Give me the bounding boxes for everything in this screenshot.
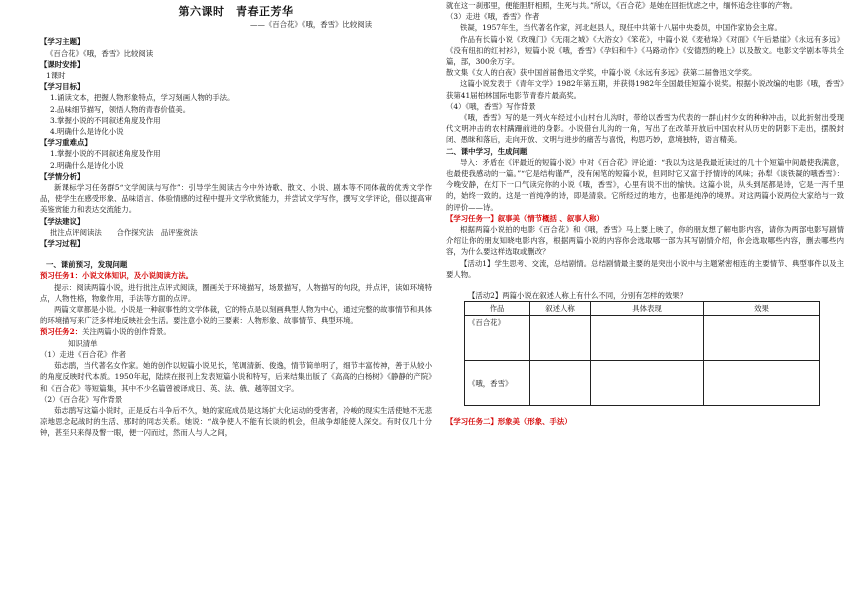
goal-item: 3.掌握小说的不同叙述角度及作用 bbox=[50, 115, 161, 125]
learning-task-2-heading: 【学习任务二】形象美（形象、手法） bbox=[446, 417, 572, 427]
narration-table bbox=[464, 301, 820, 406]
table-header: 具体表现 bbox=[591, 302, 704, 316]
left-column bbox=[40, 0, 432, 439]
table-header: 效果 bbox=[704, 302, 820, 316]
key-points-heading: 【学习重难点】 bbox=[40, 138, 92, 148]
goal-item: 4.明确什么是诗化小说 bbox=[50, 127, 124, 137]
learning-task-1-heading: 【学习任务一】叙事美（情节概括 、叙事人称） bbox=[446, 213, 604, 223]
table-row bbox=[465, 316, 820, 361]
awards-text-1: 散文集《女人的白夜》获中国首届鲁迅文学奖，中篇小说《永远有多远》获第二届鲁迅文学奖。 bbox=[446, 68, 757, 78]
background2-heading: （4）《哦，香雪》写作背景 bbox=[446, 101, 536, 111]
lesson-title: 第六课时 青春正芳华 bbox=[178, 5, 294, 18]
preview-task-1-text: 小说文体知识，及小说阅读方法。 bbox=[82, 271, 193, 281]
table-cell-empty[interactable] bbox=[530, 316, 591, 361]
intro-text: 导入：矛盾在《评最近的短篇小说》中对《百合花》评论道：“我以为这是我最近读过的几十个短篇中间最使我满意，也最使我感动的一篇。”“它是结构谨严，没有闲笔的短篇小说，但同时它又富于抒情诗的风味；孙犁《谈铁凝的哦香雪》：今晚安静，在灯下一口气读完你的小说《哦，香雪》，心里有说不出的愉快。这篇小说，从头到尾都是诗，它是一泻千里的，始终一致的。这是一首纯净的诗，即是清泉。它所经过的地方，也都是纯净的境界。对这两篇小说两位大家给与一致的评价——诗。 bbox=[446, 157, 844, 212]
activity-2-text: 【活动2】两篇小说在叙述人称上有什么不同，分别有怎样的效果？ bbox=[468, 291, 688, 301]
background1-heading: （2）《百合花》写作背景 bbox=[40, 394, 123, 404]
preview-task-2 bbox=[40, 326, 432, 337]
table-row-label: 《哦，香雪》 bbox=[465, 361, 530, 406]
key-point-item: 2.明确什么是诗化小说 bbox=[50, 160, 124, 170]
learning-task-1-text: 根据两篇小说拍的电影《百合花》和《哦，香雪》马上要上映了，你的朋友想了解电影内容，请你为两部电影写剧情介绍让你的朋友知晓电影内容，根据两篇小说的内容你会选取哪一部为其写剧情介绍，你会选取哪些内容，删去哪些内容，为什么要这样选取或删改？ bbox=[446, 225, 844, 257]
method-text: 批注点评阅读法 合作探究法 品评鉴赏法 bbox=[50, 227, 198, 237]
method-heading: 【学法建议】 bbox=[40, 216, 85, 226]
table-row-label: 《百合花》 bbox=[465, 316, 530, 361]
analysis-heading: 【学情分析】 bbox=[40, 171, 85, 181]
analysis-text: 新课标学习任务群5“文学阅读与写作”：引导学生阅读古今中外诗歌、散文、小说、剧本等不同体裁的优秀文学作品，使学生在感受形象、品味语言、体验情感的过程中提升文学欣赏能力，并尝试文学写作，撰写文学评论，借以提高审美鉴赏能力和表达交流能力。 bbox=[40, 183, 432, 215]
right-column bbox=[446, 0, 844, 428]
knowledge-list-heading: 知识清单 bbox=[68, 338, 98, 348]
table-header-row bbox=[465, 302, 820, 316]
key-point-item: 1.掌握小说的不同叙述角度及作用 bbox=[50, 149, 161, 159]
preview-task-2-text: 关注两篇小说的创作背景。 bbox=[82, 327, 171, 337]
part1-heading: 一、课前预习，发现问题 bbox=[46, 260, 128, 270]
background2-text: 《哦，香雪》写的是一列火车经过小山村台儿沟时，带给以香雪为代表的一群山村少女的种种冲击，以此折射出受现代文明冲击的农村蹒跚前进的身影。小说借台儿沟的一角，写出了在改革开放后中国农村从历史的阴影下走出，摆脱封闭、愚昧和落后，走向开放、文明与进步的痛苦与喜悦，构思巧妙，意境独特，语言精美。 bbox=[446, 113, 844, 145]
goal-item: 2.品味细节描写，领悟人物的青春价值美。 bbox=[50, 104, 191, 114]
activity-1-text: 【活动1】学生思考、交流，总结剧情。总结剧情最主要的是突出小说中与主题紧密相连的主要情节、典型事件以及主要人物。 bbox=[446, 258, 844, 279]
awards-text-2: 这篇小说发表于《青年文学》1982年第五期，并获得1982年全国最佳短篇小说奖。根据小说改编的电影《哦，香雪》获第41届柏林国际电影节青春片最高奖。 bbox=[446, 79, 844, 100]
theme-text: 《百合花》《哦，香雪》比较阅读 bbox=[46, 48, 154, 58]
author2-text: 铁凝，1957年生，当代著名作家，河北赵县人，现任中共第十八届中央委员，中国作家协会主席。 bbox=[460, 23, 782, 33]
table-cell-empty[interactable] bbox=[591, 361, 704, 406]
background1-continued: 就在这一刹那里，便能胆肝相照，生死与共。”所以，《百合花》是她在回拒忧虑之中，缅怀追念往事的产物。 bbox=[446, 1, 798, 10]
table-header: 作品 bbox=[465, 302, 530, 316]
table-header: 叙述人称 bbox=[530, 302, 591, 316]
schedule-heading: 【课时安排】 bbox=[40, 59, 85, 69]
table-row bbox=[465, 361, 820, 406]
table-cell-empty[interactable] bbox=[704, 361, 820, 406]
preview-task-1 bbox=[40, 270, 432, 281]
preview-task-1-label: 预习任务1： bbox=[40, 271, 83, 281]
theme-heading: 【学习主题】 bbox=[40, 37, 85, 47]
author1-heading: （1）走进《百合花》作者 bbox=[40, 349, 127, 359]
lesson-subtitle: ——《百合花》《哦，香雪》比较阅读 bbox=[250, 20, 372, 30]
novel-intro-text: 两篇文章都是小说。小说是一种叙事性的文学体裁，它的特点是以刻画典型人物为中心，通过完整的故事情节和具体的环境描写来广泛多样地反映社会生活。要注意小说的三要素：人物形象、故事情节、典型环境。 bbox=[40, 305, 432, 326]
author2-heading: （3）走进《哦，香雪》作者 bbox=[446, 12, 540, 22]
background1-text: 茹志鹃写这篇小说时，正是反右斗争后不久，她的家庭成员是这场扩大化运动的受害者，冷峻的现实生活使她不无悲凉地思念起战时的生活、那时的同志关系。她说：“战争使人不能有长谈的机会，但战争却能使人深交。有时仅几十分钟，甚至只来得及瞥一眼，便一闪而过，然而人与人之间， bbox=[40, 405, 432, 438]
process-heading: 【学习过程】 bbox=[40, 239, 85, 249]
table-cell-empty[interactable] bbox=[591, 316, 704, 361]
works-text: 作品有长篇小说《玫瑰门》《无雨之城》《大浴女》《笨花》，中篇小说《麦秸垛》《对面》《午后悬崖》《永远有多远》《没有纽扣的红衬衫》，短篇小说《哦，香雪》《孕妇和牛》《马路动作》《安德烈的晚上》以及散文。电影文学剧本等共全篇，部，300余万字。 bbox=[446, 34, 844, 67]
preview-task-2-label: 预习任务2： bbox=[40, 327, 83, 337]
tip-text: 提示：阅读两篇小说，进行批注点评式阅读，圈画关于环境描写，场景描写，人物描写的句段，并点评，读如环境特点，人物性格，物象作用，手法等方面的点评。 bbox=[40, 282, 432, 303]
part2-heading: 二、课中学习，生成问题 bbox=[446, 146, 528, 156]
author1-text: 茹志鹃，当代著名女作家。她的创作以短篇小说见长，笔调清新、俊逸，情节简单明了，细节丰富传神，善于从较小的角度反映时代本质。1950年起，陆续在报刊上发表短篇小说和特写，后来结集出版了《高高的白杨树》《静静的产院》和《百合花》等短篇集，其中不少名篇曾被译成日、英、法、俄、越等国文字。 bbox=[40, 361, 432, 393]
goal-item: 1.诵读文本，把握人物形象特点，学习刻画人物的手法。 bbox=[50, 93, 235, 103]
table-cell-empty[interactable] bbox=[704, 316, 820, 361]
table-cell-empty[interactable] bbox=[530, 361, 591, 406]
schedule-text: 1课时 bbox=[46, 71, 66, 81]
goals-heading: 【学习目标】 bbox=[40, 82, 85, 92]
